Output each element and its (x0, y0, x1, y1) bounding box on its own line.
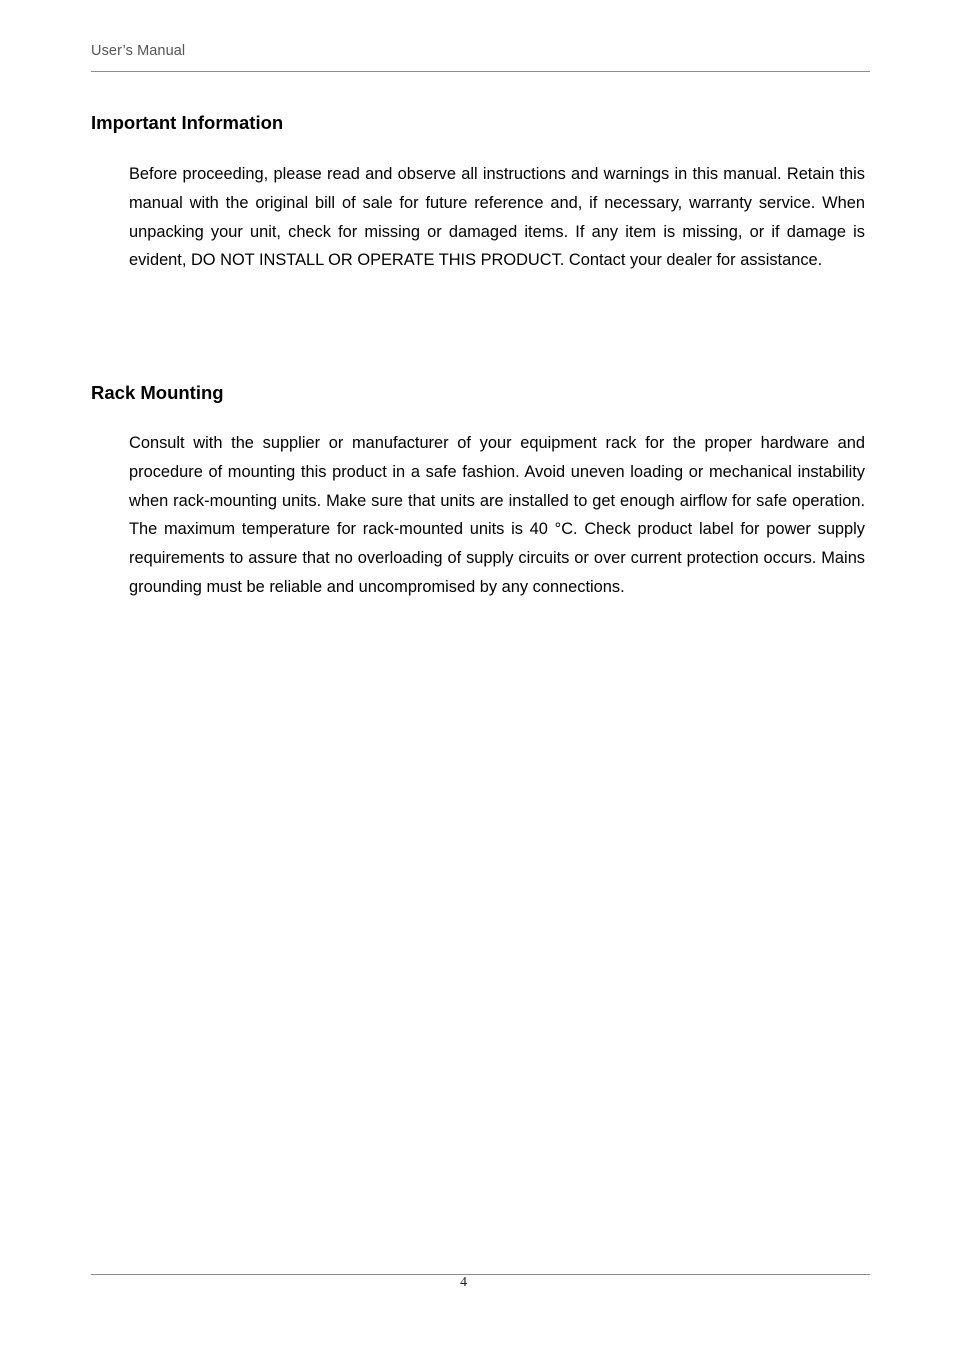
section-body-rack-mounting: Consult with the supplier or manufacturer of your equipment rack for the proper hardware and procedure of mounting this product in a safe fashion. Avoid uneven loading or mechanical instability when rack-mounting units. Make sure that units are installed to get enough airflow for safe operation. The maximum temperature for rack-mounted units is 40 °C. Check product label for power supply requirements to assure that no overloading of supply circuits or over current protection occurs. Mains grounding must be reliable and uncompromised by any connections. (129, 434, 865, 596)
running-header: User’s Manual (91, 43, 186, 59)
header-divider (91, 71, 870, 72)
section-title-rack-mounting: Rack Mounting (91, 382, 224, 403)
section-body-important-information: Before proceeding, please read and observe all instructions and warnings in this manual. Retain this manual with the original bill of sale for future reference and, if necessary, warranty service. When unpacking your unit, check for missing or damaged items. If any item is missing, or if damage is evident, DO NOT INSTALL OR OPERATE THIS PRODUCT. Contact your dealer for assistance. (129, 165, 865, 270)
page-number: 4 (460, 1275, 467, 1290)
section-title-important-information: Important Information (91, 112, 284, 133)
